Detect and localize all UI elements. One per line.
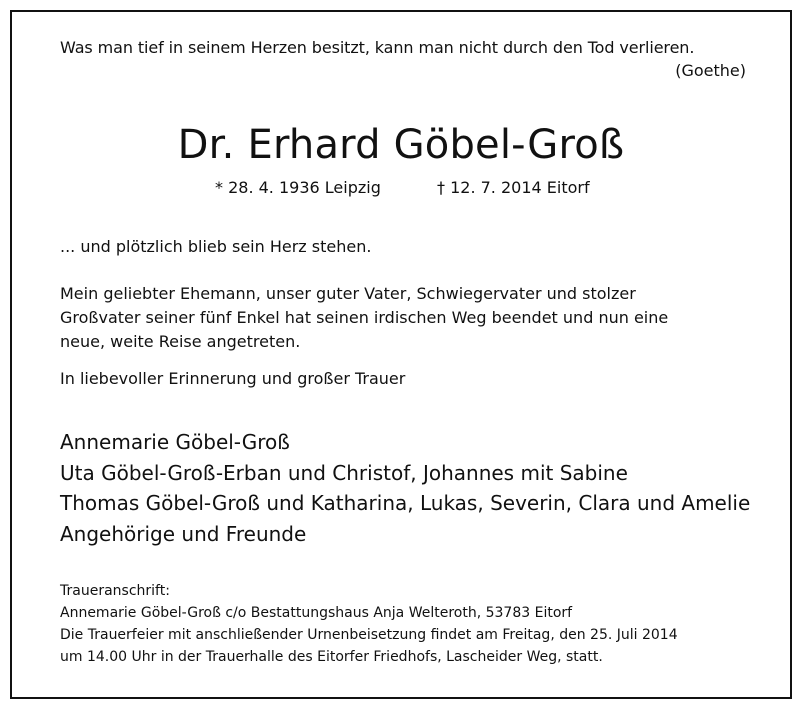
tribute-line: Großvater seiner fünf Enkel hat seinen irdischen Weg beendet und nun eine [60, 308, 669, 327]
mourner-item: Annemarie Göbel-Groß [60, 430, 290, 454]
ceremony-line: Die Trauerfeier mit anschließender Urnenbeisetzung findet am Freitag, den 25. Juli 2014 [60, 627, 678, 643]
intro-text: ... und plötzlich blieb sein Herz stehen. [60, 237, 372, 256]
footer-info [60, 580, 678, 668]
birth-info: * 28. 4. 1936 Leipzig [215, 178, 381, 197]
tribute-line: Mein geliebter Ehemann, unser guter Vater, Schwiegervater und stolzer [60, 284, 636, 303]
mourner-item: Angehörige und Freunde [60, 521, 307, 546]
mourning-line: In liebevoller Erinnerung und großer Trauer [60, 369, 406, 388]
ceremony-line: um 14.00 Uhr in der Trauerhalle des Eitorfer Friedhofs, Lascheider Weg, statt. [60, 649, 603, 665]
mourner-item: Uta Göbel-Groß-Erban und Christof, Johannes mit Sabine [60, 460, 628, 485]
death-info: † 12. 7. 2014 Eitorf [437, 178, 590, 197]
mourners-list [60, 427, 750, 549]
quote-author: (Goethe) [675, 61, 746, 80]
tribute-line: neue, weite Reise angetreten. [60, 332, 301, 351]
tribute-paragraph [60, 282, 668, 354]
address-label: Traueranschrift: [60, 583, 170, 599]
obituary-frame [10, 10, 792, 699]
quote-text: Was man tief in seinem Herzen besitzt, kann man nicht durch den Tod verlieren. [60, 38, 695, 57]
address-text: Annemarie Göbel-Groß c/o Bestattungshaus Anja Welteroth, 53783 Eitorf [60, 605, 573, 621]
deceased-name: Dr. Erhard Göbel-Groß [177, 122, 625, 168]
mourner-item: Thomas Göbel-Groß und Katharina, Lukas, Severin, Clara und Amelie [60, 491, 751, 515]
